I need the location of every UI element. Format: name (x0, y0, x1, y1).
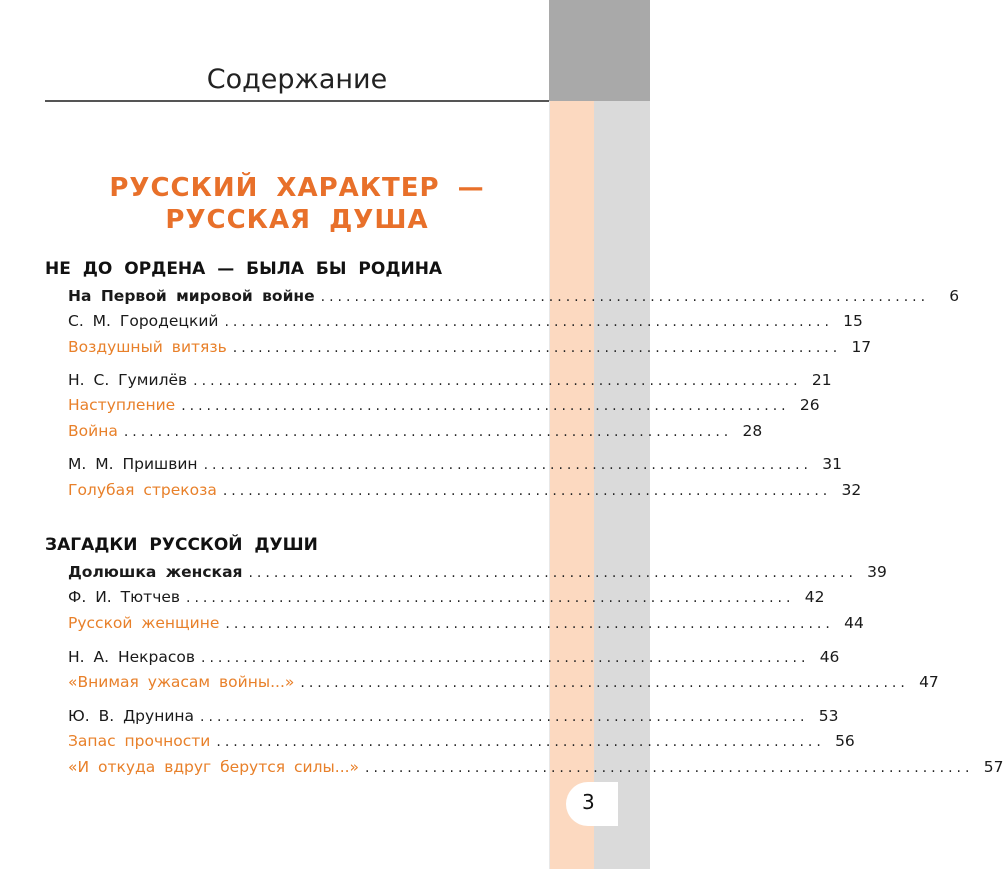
dot-leader: ........................................................................ (200, 709, 809, 725)
toc-entry-page: 32 (841, 481, 862, 499)
toc-entry[interactable] (68, 588, 825, 610)
toc-entry[interactable] (68, 287, 960, 309)
toc-entry[interactable] (68, 732, 855, 754)
dot-leader: ........................................................................ (203, 457, 812, 473)
page-title: Содержание (206, 64, 388, 95)
toc-entry-label: Н. А. Некрасов (68, 648, 195, 666)
toc-entry[interactable] (68, 563, 887, 585)
toc-entry[interactable] (68, 481, 862, 503)
toc-entry-label: С. М. Городецкий (68, 312, 219, 330)
dot-leader: ........................................................................ (232, 340, 842, 356)
toc-entry-page: 47 (919, 673, 939, 691)
section-heading-line-1: РУССКИЙ ХАРАКТЕР — (109, 173, 485, 203)
dot-leader: ........................................................................ (123, 424, 733, 440)
toc-entry-label: Ф. И. Тютчев (68, 588, 181, 606)
toc-entry-label: «Внимая ужасам войны...» (68, 673, 295, 691)
toc-entry-page: 6 (949, 287, 960, 305)
toc-entry[interactable] (68, 396, 820, 418)
toc-entry-page: 31 (822, 455, 842, 473)
toc-entry-label: М. М. Пришвин (68, 455, 198, 473)
toc-entry-label: Н. С. Гумилёв (68, 371, 188, 389)
toc-entry[interactable] (68, 758, 1003, 780)
toc-entry-page: 21 (811, 371, 832, 389)
toc-entry-label: «И откуда вдруг берутся силы...» (68, 758, 360, 776)
toc-entry[interactable] (68, 707, 839, 729)
toc-entry-page: 46 (819, 648, 840, 666)
toc-entry[interactable] (68, 648, 840, 670)
toc-entry-label: Воздушный витязь (68, 338, 227, 356)
part-title: ЗАГАДКИ РУССКОЙ ДУШИ (45, 535, 318, 555)
toc-entry[interactable] (68, 371, 832, 393)
dot-leader: ........................................................................ (320, 289, 930, 305)
dot-leader: ........................................................................ (201, 650, 810, 666)
section-heading (45, 172, 549, 236)
toc-entry-page: 42 (804, 588, 825, 606)
dot-leader: ........................................................................ (225, 616, 834, 632)
toc-entry[interactable] (68, 422, 763, 444)
dot-leader: ........................................................................ (216, 734, 825, 750)
dot-leader: ........................................................................ (300, 675, 909, 691)
toc-entry-label: На Первой мировой войне (68, 287, 315, 305)
dot-leader: ........................................................................ (181, 398, 790, 414)
toc-entry[interactable] (68, 614, 864, 636)
toc-entry-page: 28 (742, 422, 763, 440)
toc-entry-label: Запас прочности (68, 732, 211, 750)
toc-entry-label: Война (68, 422, 118, 440)
toc-entry-label: Русской женщине (68, 614, 220, 632)
dot-leader: ........................................................................ (193, 373, 802, 389)
section-heading-line-2: РУССКАЯ ДУША (165, 205, 429, 235)
toc-entry-label: Долюшка женская (68, 563, 243, 581)
dot-leader: ........................................................................ (186, 590, 795, 606)
part-title: НЕ ДО ОРДЕНА — БЫЛА БЫ РОДИНА (45, 259, 443, 279)
toc-entry-page: 56 (835, 732, 855, 750)
toc-entry-page: 39 (867, 563, 887, 581)
toc-entry-page: 26 (799, 396, 820, 414)
page-number: 3 (582, 790, 595, 814)
toc-entry-label: Наступление (68, 396, 176, 414)
toc-entry-page: 17 (851, 338, 872, 356)
toc-entry[interactable] (68, 673, 939, 695)
toc-entry[interactable] (68, 455, 842, 477)
toc-entry-page: 15 (843, 312, 863, 330)
corner-grey-band (549, 0, 650, 101)
toc-entry-page: 53 (818, 707, 839, 725)
dot-leader: ........................................................................ (222, 483, 832, 499)
toc-entry-page: 44 (844, 614, 864, 632)
toc-entry-label: Ю. В. Друнина (68, 707, 195, 725)
dot-leader: ........................................................................ (224, 314, 833, 330)
title-divider (45, 100, 549, 102)
toc-entry-label: Голубая стрекоза (68, 481, 217, 499)
toc-entry-page: 57 (983, 758, 1003, 776)
toc-entry[interactable] (68, 338, 872, 360)
dot-leader: ........................................................................ (248, 565, 857, 581)
toc-entry[interactable] (68, 312, 863, 334)
dot-leader: ........................................................................ (365, 760, 974, 776)
